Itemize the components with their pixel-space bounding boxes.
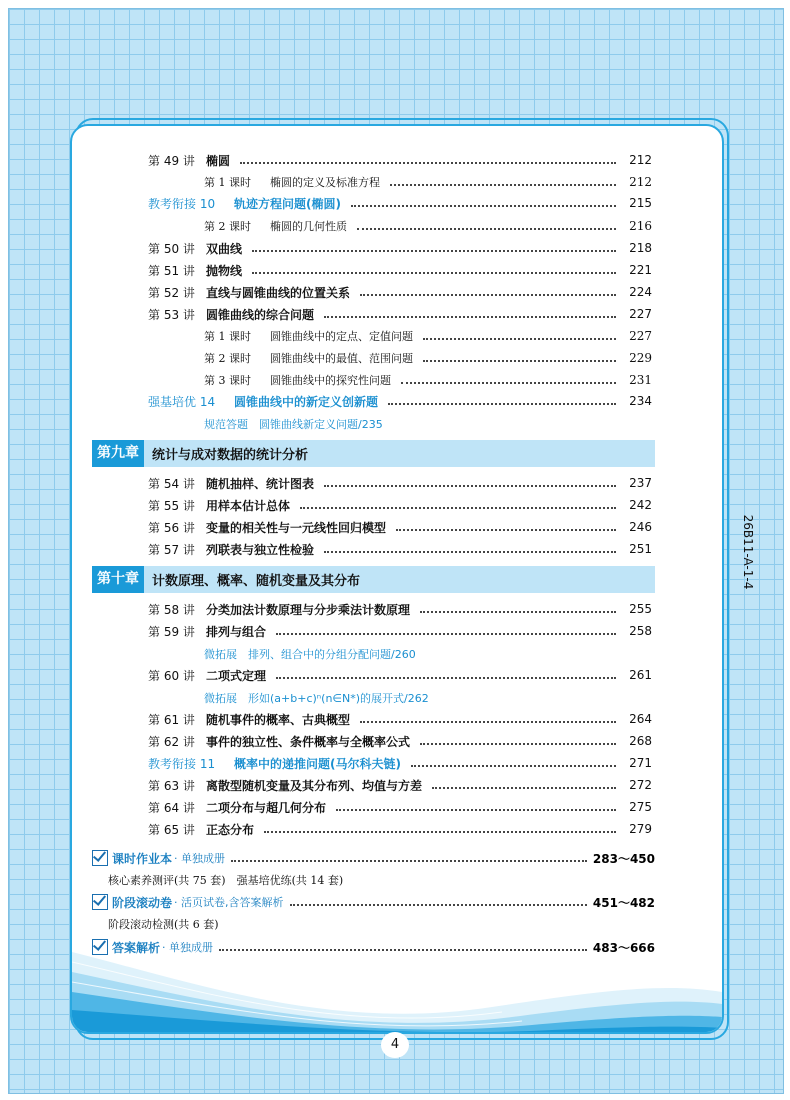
toc-entry[interactable]: 第 62 讲 事件的独立性、条件概率与全概率公式 268 [148,734,652,749]
dot-leader [231,860,587,862]
decorative-waves [72,922,722,1032]
chapter-tag: 第十章 [92,566,144,593]
extra-note[interactable]: 规范答题 圆锥曲线新定义问题/235 [204,418,383,431]
side-code: 26B11-A-1-4 [741,514,755,590]
toc-entry-special[interactable]: 教考衔接 10 轨迹方程问题(椭圆) 215 [148,196,652,211]
chapter-title: 计数原理、概率、随机变量及其分布 [152,574,361,589]
dot-leader [423,360,616,362]
toc-entry[interactable]: 第 63 讲 离散型随机变量及其分布列、均值与方差 272 [148,778,652,793]
toc-entry[interactable]: 第 56 讲 变量的相关性与一元线性回归模型 246 [148,520,652,535]
toc-entry-special[interactable]: 教考衔接 11 概率中的递推问题(马尔科夫链) 271 [148,756,652,771]
extra-note[interactable]: 微拓展 排列、组合中的分组分配问题/260 [204,648,416,661]
dot-leader [423,338,616,340]
dot-leader [324,485,616,487]
toc-entry[interactable]: 第 51 讲 抛物线 221 [148,263,652,278]
dot-leader [252,272,616,274]
toc-entry[interactable]: 第 55 讲 用样本估计总体 242 [148,498,652,513]
toc-subentry[interactable]: 第 2 课时 圆锥曲线中的最值、范围问题 229 [204,351,652,365]
toc-card [70,124,724,1034]
dot-leader [276,677,616,679]
dot-leader [360,721,616,723]
dot-leader [336,809,616,811]
toc-entry[interactable]: 第 52 讲 直线与圆锥曲线的位置关系 224 [148,285,652,300]
toc-subentry[interactable]: 第 3 课时 圆锥曲线中的探究性问题 231 [204,373,652,387]
dot-leader [360,294,616,296]
dot-leader [411,765,616,767]
dot-leader [300,507,616,509]
dot-leader [276,633,616,635]
chapter-tag: 第九章 [92,440,144,467]
dot-leader [252,250,616,252]
chapter-title: 统计与成对数据的统计分析 [152,448,309,463]
extra-note[interactable]: 微拓展 形如(a+b+c)ⁿ(n∈N*)的展开式/262 [204,692,429,705]
dot-leader [290,904,587,906]
dot-leader [324,551,616,553]
dot-leader [420,611,616,613]
chapter-heading-10[interactable] [92,566,655,593]
dot-leader [264,831,616,833]
toc-entry[interactable]: 第 64 讲 二项分布与超几何分布 275 [148,800,652,815]
page-number: 4 [381,1032,409,1058]
toc-entry[interactable]: 第 65 讲 正态分布 279 [148,822,652,837]
dot-leader [396,529,616,531]
section-stage-tests[interactable]: 阶段滚动卷 · 活页试卷,含答案解析 451～482 [92,892,655,912]
section-homework-book[interactable]: 课时作业本 · 单独成册 283～450 [92,848,655,868]
section-note: 核心素养测评(共 75 套) 强基培优练(共 14 套) [108,874,344,887]
dot-leader [388,403,616,405]
toc-entry[interactable]: 第 57 讲 列联表与独立性检验 251 [148,542,652,557]
dot-leader [420,743,616,745]
dot-leader [357,228,616,230]
dot-leader [401,382,616,384]
toc-entry[interactable]: 第 53 讲 圆锥曲线的综合问题 227 [148,307,652,322]
toc-entry[interactable]: 第 61 讲 随机事件的概率、古典概型 264 [148,712,652,727]
toc-entry[interactable]: 第 50 讲 双曲线 218 [148,241,652,256]
checkbox-icon [92,850,108,866]
section-note: 阶段滚动检测(共 6 套) [108,918,219,931]
section-answers[interactable]: 答案解析 · 单独成册 483～666 [92,937,655,957]
toc-entry[interactable]: 第 59 讲 排列与组合 258 [148,624,652,639]
toc-subentry[interactable]: 第 2 课时 椭圆的几何性质 216 [204,219,652,233]
dot-leader [390,184,616,186]
dot-leader [432,787,616,789]
dot-leader [240,162,616,164]
toc-subentry[interactable]: 第 1 课时 椭圆的定义及标准方程 212 [204,175,652,189]
toc-subentry[interactable]: 第 1 课时 圆锥曲线中的定点、定值问题 227 [204,329,652,343]
toc-entry[interactable]: 第 54 讲 随机抽样、统计图表 237 [148,476,652,491]
toc-entry[interactable]: 第 60 讲 二项式定理 261 [148,668,652,683]
toc-entry[interactable]: 第 49 讲 椭圆 212 [148,153,652,168]
checkbox-icon [92,894,108,910]
toc-entry[interactable]: 第 58 讲 分类加法计数原理与分步乘法计数原理 255 [148,602,652,617]
toc-entry-special[interactable]: 强基培优 14 圆锥曲线中的新定义创新题 234 [148,394,652,409]
dot-leader [324,316,616,318]
chapter-heading-9[interactable] [92,440,655,467]
table-of-contents [72,126,722,1032]
dot-leader [351,205,616,207]
